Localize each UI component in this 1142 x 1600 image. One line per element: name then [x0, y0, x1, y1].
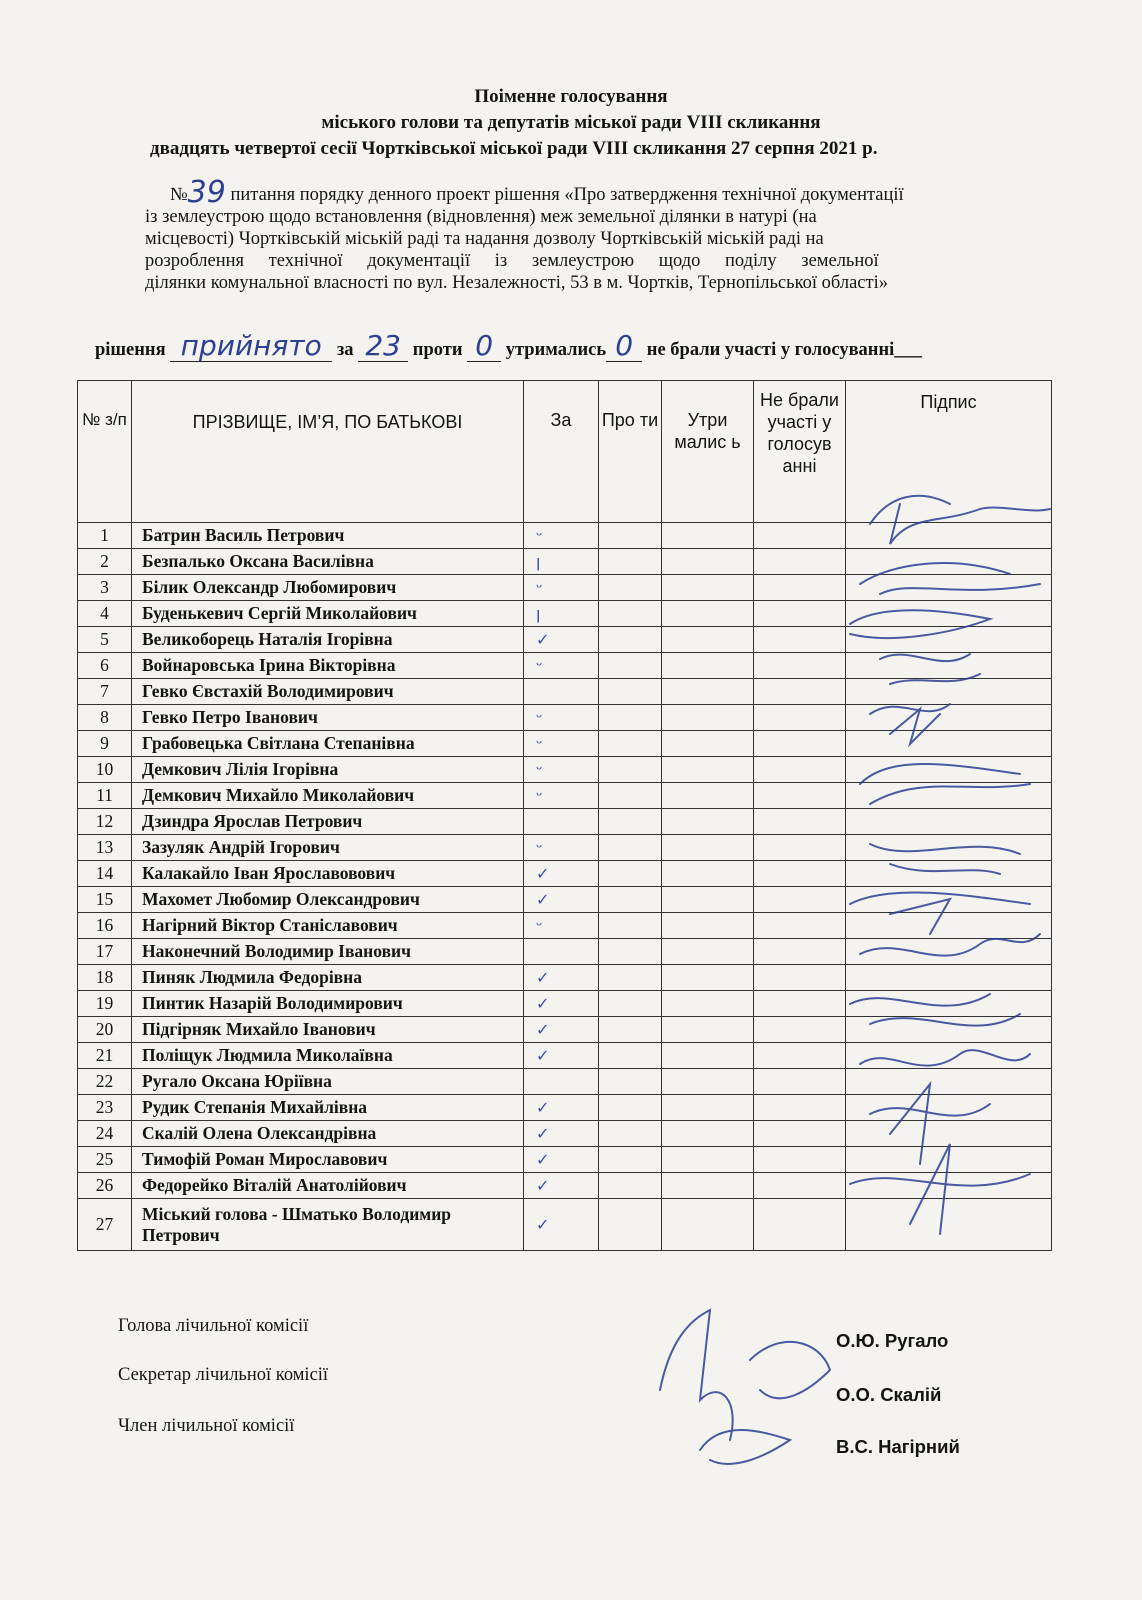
abstained-value: 0	[615, 329, 634, 362]
row-against	[599, 913, 662, 939]
row-for-mark: ✓	[524, 965, 599, 991]
row-against	[599, 809, 662, 835]
row-against	[599, 1199, 662, 1251]
row-for-mark	[524, 679, 599, 705]
row-name: Поліщук Людмила Миколаївна	[132, 1043, 524, 1069]
row-for-mark	[524, 809, 599, 835]
header-name: ПРІЗВИЩЕ, ІМ’Я, ПО БАТЬКОВІ	[132, 381, 524, 523]
row-against	[599, 679, 662, 705]
question-number-handwritten: 39	[187, 175, 226, 210]
abstained-label: утримались	[505, 340, 607, 360]
row-abstained	[662, 1121, 754, 1147]
against-label: проти	[412, 340, 463, 360]
row-name: Скалій Олена Олександрівна	[132, 1121, 524, 1147]
row-for-mark: ᵕ	[524, 731, 599, 757]
row-name: Підгірняк Михайло Іванович	[132, 1017, 524, 1043]
header-num: № з/п	[78, 381, 132, 523]
row-number: 20	[78, 1017, 132, 1043]
row-name: Рудик Степанія Михайлівна	[132, 1095, 524, 1121]
row-number: 22	[78, 1069, 132, 1095]
decision-result-handwritten: прийнято	[180, 329, 322, 362]
row-number: 6	[78, 653, 132, 679]
row-name: Калакайло Іван Ярославовович	[132, 861, 524, 887]
row-number: 4	[78, 601, 132, 627]
row-for-mark: ✓	[524, 1199, 599, 1251]
row-name: Буденькевич Сергій Миколайович	[132, 601, 524, 627]
row-for-mark: ᵕ	[524, 575, 599, 601]
row-against	[599, 757, 662, 783]
row-for-mark: ᵕ	[524, 757, 599, 783]
row-against	[599, 783, 662, 809]
row-abstained	[662, 731, 754, 757]
row-against	[599, 835, 662, 861]
row-name: Міський голова - Шматько Володимир Петрович	[132, 1199, 524, 1251]
question-text-3: місцевості) Чортківській міській раді та надання дозволу Чортківській міській раді на	[145, 229, 824, 249]
commission-signatures	[640, 1280, 840, 1480]
row-against	[599, 887, 662, 913]
question-text-1: питання порядку денного проект рішення «Про затвердження технічної документації	[230, 185, 904, 205]
row-for-mark: ꞁ	[524, 549, 599, 575]
row-abstained	[662, 835, 754, 861]
for-label: за	[336, 340, 354, 360]
row-for-mark: ✓	[524, 1043, 599, 1069]
row-name: Безпалько Оксана Василівна	[132, 549, 524, 575]
row-abstained	[662, 965, 754, 991]
document-title: Поіменне голосування	[474, 86, 668, 107]
row-name: Пинтик Назарій Володимирович	[132, 991, 524, 1017]
row-name: Нагірний Віктор Станіславович	[132, 913, 524, 939]
row-against	[599, 1043, 662, 1069]
row-number: 15	[78, 887, 132, 913]
row-number: 11	[78, 783, 132, 809]
row-name: Тимофій Роман Мирославович	[132, 1147, 524, 1173]
for-field	[358, 329, 408, 362]
secretary-name: О.О. Скалій	[836, 1384, 942, 1405]
row-number: 9	[78, 731, 132, 757]
row-number: 13	[78, 835, 132, 861]
row-against	[599, 731, 662, 757]
row-number: 5	[78, 627, 132, 653]
row-abstained	[662, 705, 754, 731]
row-against	[599, 1069, 662, 1095]
row-abstained	[662, 1147, 754, 1173]
row-name: Дзиндра Ярослав Петрович	[132, 809, 524, 835]
row-for-mark: ✓	[524, 887, 599, 913]
row-abstained	[662, 1017, 754, 1043]
row-name: Грабовецька Світлана Степанівна	[132, 731, 524, 757]
question-text-4: розроблення технічної документації із землеустрою щодо поділу земельної	[145, 251, 879, 271]
row-name: Наконечний Володимир Іванович	[132, 939, 524, 965]
row-name: Демкович Михайло Миколайович	[132, 783, 524, 809]
row-for-mark: ✓	[524, 1173, 599, 1199]
row-against	[599, 1147, 662, 1173]
row-number: 10	[78, 757, 132, 783]
row-number: 21	[78, 1043, 132, 1069]
row-number: 3	[78, 575, 132, 601]
row-abstained	[662, 1199, 754, 1251]
row-number: 12	[78, 809, 132, 835]
row-number: 24	[78, 1121, 132, 1147]
row-abstained	[662, 809, 754, 835]
header-abstained: Утри малис ь	[662, 381, 754, 523]
row-for-mark: ᵕ	[524, 783, 599, 809]
row-for-mark: ᵕ	[524, 653, 599, 679]
row-for-mark: ᵕ	[524, 835, 599, 861]
row-abstained	[662, 601, 754, 627]
row-abstained	[662, 1069, 754, 1095]
row-abstained	[662, 991, 754, 1017]
row-abstained	[662, 783, 754, 809]
row-number: 17	[78, 939, 132, 965]
secretary-label: Секретар лічильної комісії	[118, 1365, 329, 1385]
row-against	[599, 705, 662, 731]
decision-line	[95, 329, 923, 362]
row-against	[599, 991, 662, 1017]
row-for-mark: ᵕ	[524, 705, 599, 731]
question-text-5: ділянки комунальної власності по вул. Незалежності, 53 в м. Чортків, Тернопільської області»	[145, 273, 888, 293]
row-name: Войнаровська Ірина Вікторівна	[132, 653, 524, 679]
row-abstained	[662, 1043, 754, 1069]
row-for-mark: ✓	[524, 1095, 599, 1121]
row-number: 16	[78, 913, 132, 939]
header-for: За	[524, 381, 599, 523]
agenda-question	[145, 175, 1075, 294]
header-not-voted: Не брали участі у голосув анні	[754, 381, 846, 523]
row-against	[599, 939, 662, 965]
row-name: Білик Олександр Любомирович	[132, 575, 524, 601]
row-abstained	[662, 861, 754, 887]
row-for-mark	[524, 939, 599, 965]
row-abstained	[662, 523, 754, 549]
row-for-mark: ꞁ	[524, 601, 599, 627]
row-number: 23	[78, 1095, 132, 1121]
decision-result-field	[170, 329, 332, 362]
row-against	[599, 523, 662, 549]
row-abstained	[662, 887, 754, 913]
question-text-2: із землеустрою щодо встановлення (відновлення) меж земельної ділянки в натурі (на	[145, 207, 817, 227]
row-name: Федорейко Віталій Анатолійович	[132, 1173, 524, 1199]
signatures-scrawl	[830, 484, 1070, 1244]
row-against	[599, 1173, 662, 1199]
row-number: 27	[78, 1199, 132, 1251]
row-number: 19	[78, 991, 132, 1017]
row-against	[599, 549, 662, 575]
for-value: 23	[365, 329, 401, 362]
row-against	[599, 653, 662, 679]
row-for-mark: ✓	[524, 1017, 599, 1043]
row-number: 7	[78, 679, 132, 705]
row-abstained	[662, 1173, 754, 1199]
row-for-mark: ✓	[524, 1147, 599, 1173]
row-name: Ругало Оксана Юріївна	[132, 1069, 524, 1095]
row-against	[599, 1121, 662, 1147]
session-line: двадцять четвертої сесії Чортківської міської ради VIII скликання 27 серпня 2021 р.	[150, 138, 878, 159]
row-name: Пиняк Людмила Федорівна	[132, 965, 524, 991]
row-number: 18	[78, 965, 132, 991]
member-name: В.С. Нагірний	[836, 1436, 960, 1457]
decision-label: рішення	[95, 340, 166, 360]
row-abstained	[662, 913, 754, 939]
header-against: Про ти	[599, 381, 662, 523]
row-abstained	[662, 627, 754, 653]
row-number: 26	[78, 1173, 132, 1199]
row-for-mark: ᵕ	[524, 523, 599, 549]
row-name: Зазуляк Андрій Ігорович	[132, 835, 524, 861]
row-name: Демкович Лілія Ігорівна	[132, 757, 524, 783]
row-abstained	[662, 939, 754, 965]
row-abstained	[662, 757, 754, 783]
row-name: Махомет Любомир Олександрович	[132, 887, 524, 913]
row-abstained	[662, 1095, 754, 1121]
row-against	[599, 1017, 662, 1043]
row-number: 14	[78, 861, 132, 887]
row-number: 25	[78, 1147, 132, 1173]
row-abstained	[662, 575, 754, 601]
abstained-field	[606, 329, 642, 362]
row-name: Великоборець Наталія Ігорівна	[132, 627, 524, 653]
header-signature: Підпис	[846, 381, 1052, 523]
row-abstained	[662, 653, 754, 679]
document-subtitle: міського голови та депутатів міської ради VIII скликання	[321, 112, 821, 133]
question-number-prefix: №	[170, 185, 188, 205]
row-name: Гевко Євстахій Володимирович	[132, 679, 524, 705]
row-against	[599, 627, 662, 653]
not-voted-label: не брали участі у голосуванні___	[646, 340, 923, 360]
row-for-mark	[524, 1069, 599, 1095]
row-abstained	[662, 679, 754, 705]
row-against	[599, 1095, 662, 1121]
row-name: Батрин Василь Петрович	[132, 523, 524, 549]
against-value: 0	[475, 329, 494, 362]
row-for-mark: ✓	[524, 1121, 599, 1147]
row-for-mark: ✓	[524, 627, 599, 653]
row-number: 1	[78, 523, 132, 549]
row-against	[599, 965, 662, 991]
row-abstained	[662, 549, 754, 575]
row-against	[599, 575, 662, 601]
row-for-mark: ᵕ	[524, 913, 599, 939]
row-name: Гевко Петро Іванович	[132, 705, 524, 731]
chair-label: Голова лічильної комісії	[118, 1316, 309, 1336]
row-number: 8	[78, 705, 132, 731]
chair-name: О.Ю. Ругало	[836, 1330, 949, 1351]
row-against	[599, 861, 662, 887]
row-for-mark: ✓	[524, 861, 599, 887]
row-for-mark: ✓	[524, 991, 599, 1017]
row-number: 2	[78, 549, 132, 575]
against-field	[467, 329, 501, 362]
member-label: Член лічильної комісії	[118, 1416, 295, 1436]
row-against	[599, 601, 662, 627]
